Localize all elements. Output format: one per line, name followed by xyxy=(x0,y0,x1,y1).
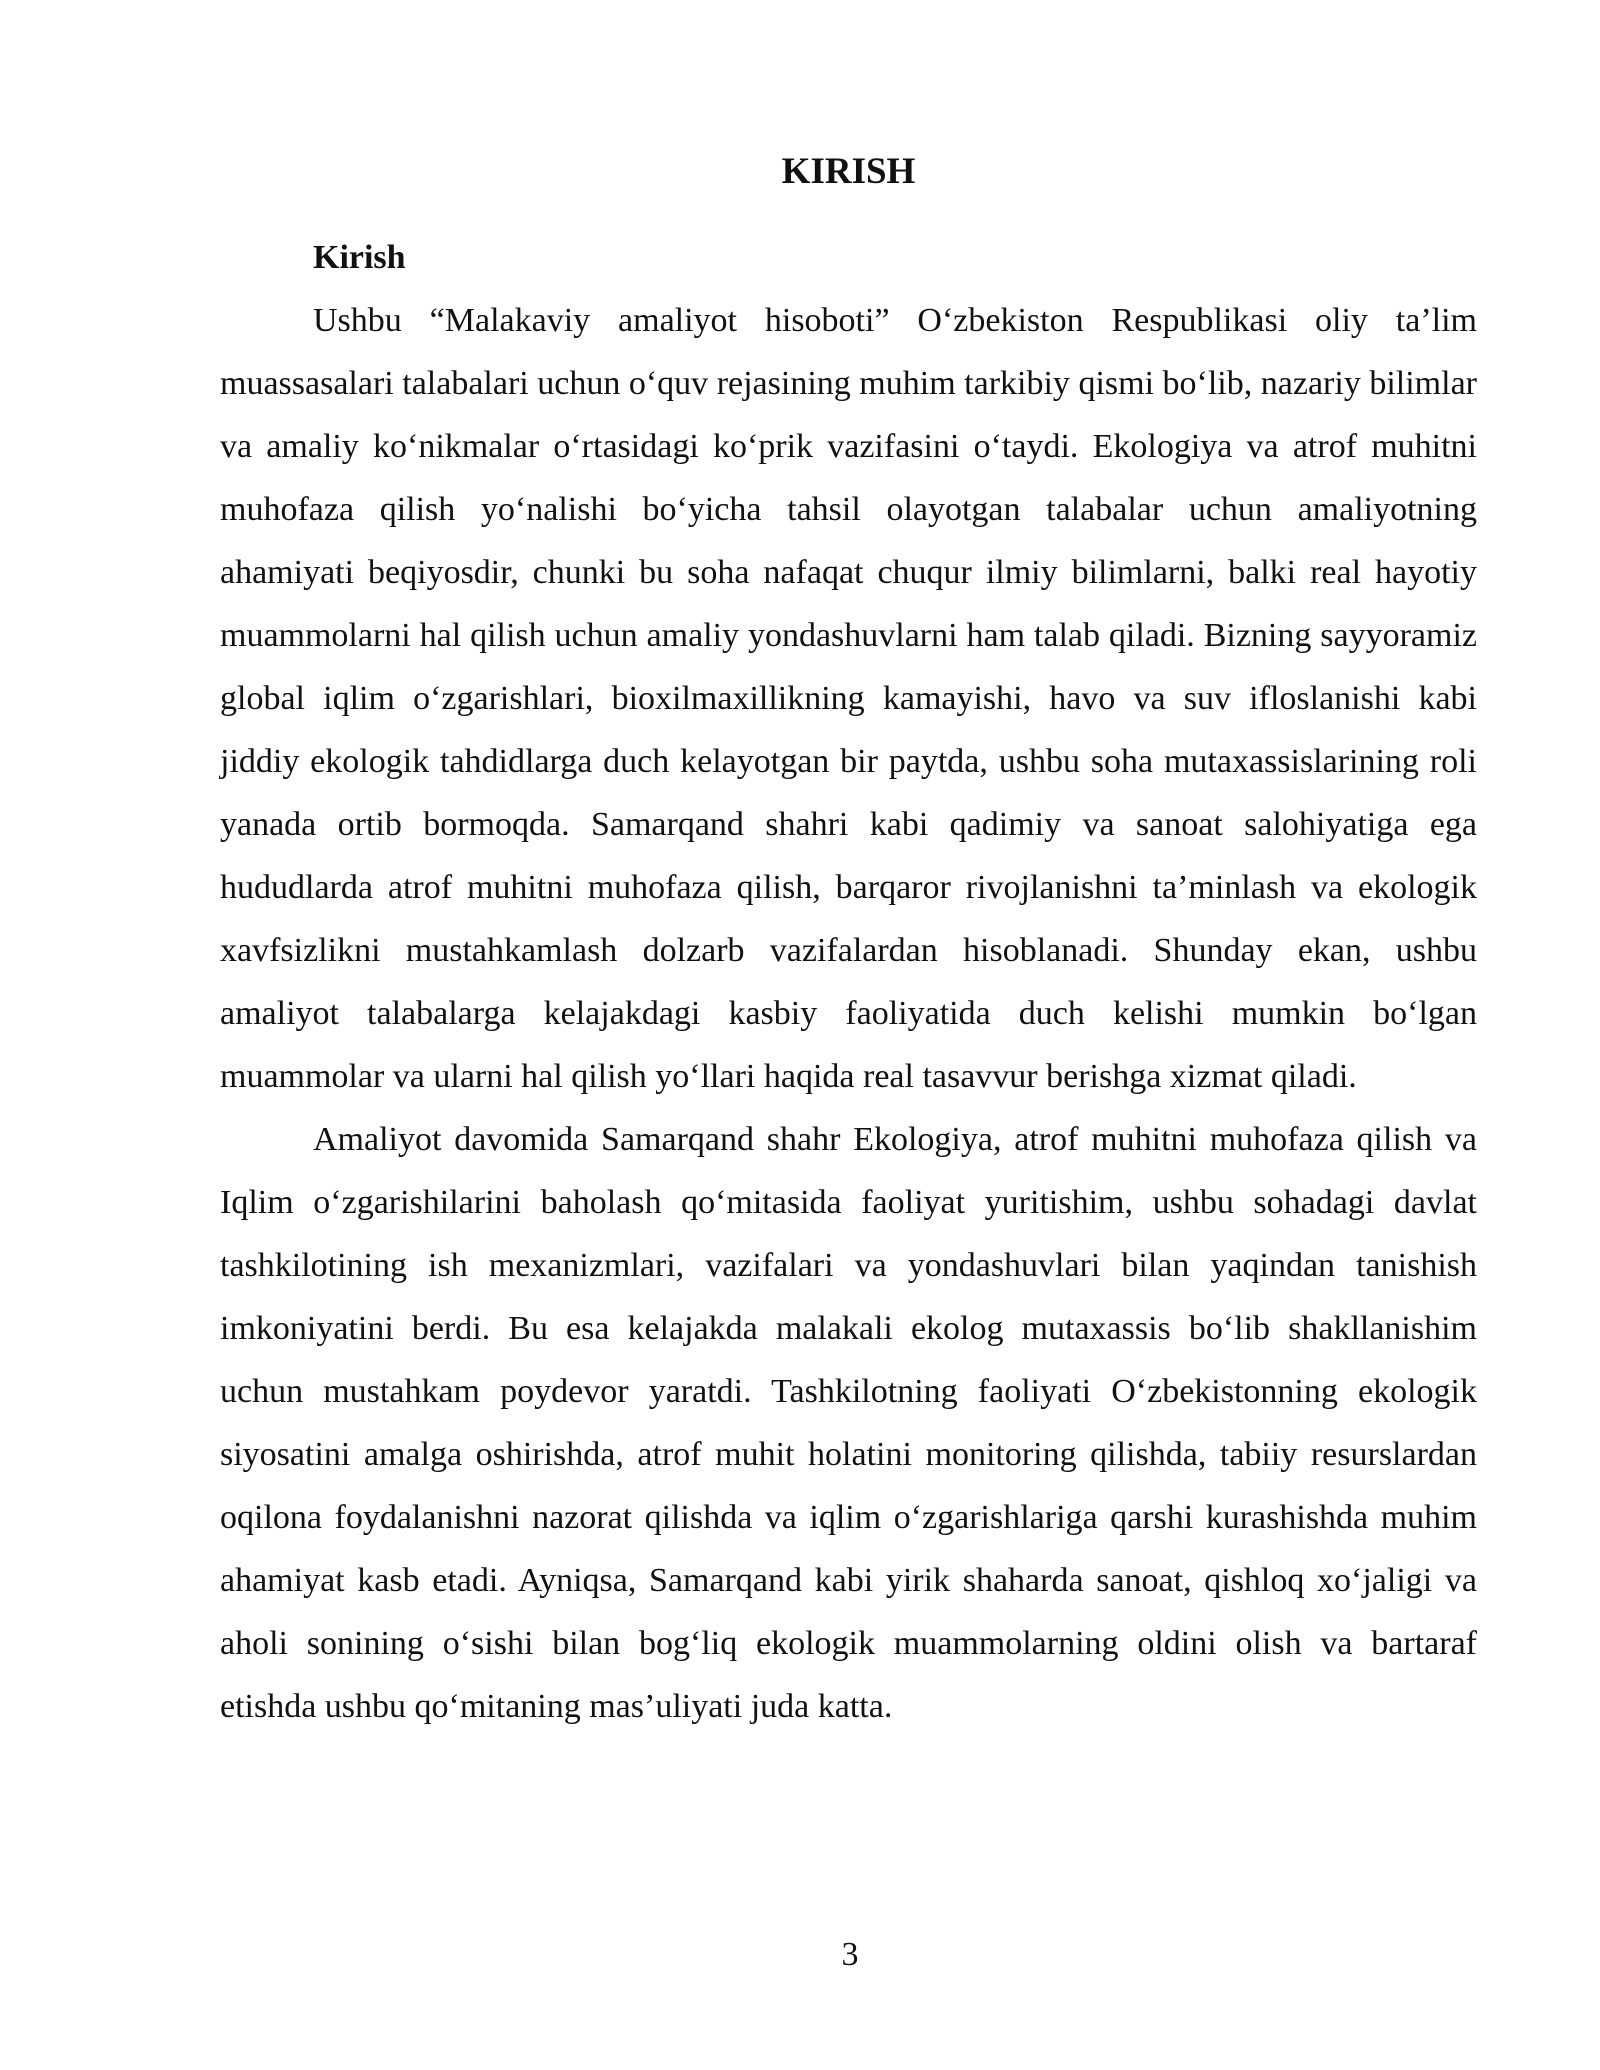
page-content xyxy=(220,140,1477,1738)
paragraph-2: Amaliyot davomida Samarqand shahr Ekologiya, atrof muhitni muhofaza qilish va Iqlim o‘zgarishilarini baholash qo‘mitasida faoliyat yuritishim, ushbu sohadagi davlat tashkilotining ish mexanizmlari, vazifalari va yondashuvlari bilan yaqindan tanishish imkoniyatini berdi. Bu esa kelajakda malakali ekolog mutaxassis bo‘lib shakllanishim uchun mustahkam poydevor yaratdi. Tashkilotning faoliyati O‘zbekistonning ekologik siyosatini amalga oshirishda, atrof muhit holatini monitoring qilishda, tabiiy resurslardan oqilona foydalanishni nazorat qilishda va iqlim o‘zgarishlariga qarshi kurashishda muhim ahamiyat kasb etadi. Ayniqsa, Samarqand kabi yirik shaharda sanoat, qishloq xo‘jaligi va aholi sonining o‘sishi bilan bog‘liq ekologik muammolarning oldini olish va bartaraf etishda ushbu qo‘mitaning mas’uliyati juda katta. xyxy=(220,1121,1477,1725)
page-number: 3 xyxy=(841,1936,859,1973)
paragraph-1: Ushbu “Malakaviy amaliyot hisoboti” O‘zbekiston Respublikasi oliy ta’lim muassasalari talabalari uchun o‘quv rejasining muhim tarkibiy qismi bo‘lib, nazariy bilimlar va amaliy ko‘nikmalar o‘rtasidagi ko‘prik vazifasini o‘taydi. Ekologiya va atrof muhitni muhofaza qilish yo‘nalishi bo‘yicha tahsil olayotgan talabalar uchun amaliyotning ahamiyati beqiyosdir, chunki bu soha nafaqat chuqur ilmiy bilimlarni, balki real hayotiy muammolarni hal qilish uchun amaliy yondashuvlarni ham talab qiladi. Bizning sayyoramiz global iqlim o‘zgarishlari, bioxilmaxillikning kamayishi, havo va suv ifloslanishi kabi jiddiy ekologik tahdidlarga duch kelayotgan bir paytda, ushbu soha mutaxassislarining roli yanada ortib bormoqda. Samarqand shahri kabi qadimiy va sanoat salohiyatiga ega hududlarda atrof muhitni muhofaza qilish, barqaror rivojlanishni ta’minlash va ekologik xavfsizlikni mustahkamlash dolzarb vazifalardan hisoblanadi. Shunday ekan, ushbu amaliyot talabalarga kelajakdagi kasbiy faoliyatida duch kelishi mumkin bo‘lgan muammolar va ularni hal qilish yo‘llari haqida real tasavvur berishga xizmat qiladi. xyxy=(220,302,1477,1095)
section-heading: Kirish xyxy=(313,239,406,276)
page-title: KIRISH xyxy=(781,151,916,192)
